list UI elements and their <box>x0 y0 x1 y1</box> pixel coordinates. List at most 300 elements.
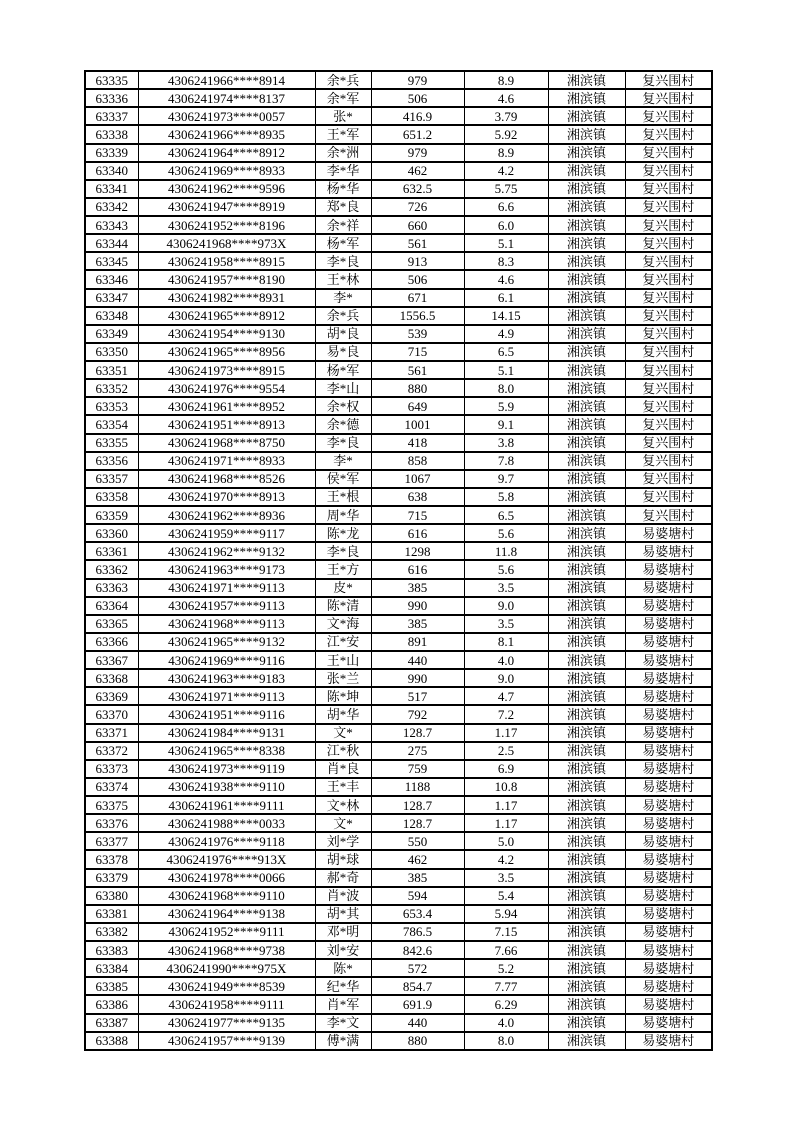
cell-serial: 63337 <box>85 107 138 125</box>
cell-serial: 63388 <box>85 1032 138 1050</box>
cell-value-a: 691.9 <box>371 995 464 1013</box>
table-row <box>85 560 712 578</box>
cell-village: 易婆塘村 <box>625 869 712 887</box>
table-row <box>85 995 712 1013</box>
cell-serial: 63362 <box>85 560 138 578</box>
cell-serial: 63373 <box>85 760 138 778</box>
table-row <box>85 162 712 180</box>
cell-name: 纪*华 <box>315 977 371 995</box>
cell-value-b: 7.8 <box>464 452 548 470</box>
cell-value-a: 416.9 <box>371 107 464 125</box>
cell-value-b: 4.2 <box>464 162 548 180</box>
table-row <box>85 651 712 669</box>
cell-village: 易婆塘村 <box>625 832 712 850</box>
cell-serial: 63351 <box>85 361 138 379</box>
cell-value-a: 632.5 <box>371 180 464 198</box>
cell-village: 易婆塘村 <box>625 687 712 705</box>
cell-town: 湘滨镇 <box>548 814 625 832</box>
cell-village: 易婆塘村 <box>625 724 712 742</box>
cell-value-b: 1.17 <box>464 724 548 742</box>
cell-name: 陈* <box>315 959 371 977</box>
cell-serial: 63359 <box>85 506 138 524</box>
cell-village: 复兴围村 <box>625 125 712 143</box>
table-row <box>85 615 712 633</box>
table-row <box>85 107 712 125</box>
cell-village: 复兴围村 <box>625 325 712 343</box>
cell-serial: 63384 <box>85 959 138 977</box>
cell-value-b: 5.4 <box>464 887 548 905</box>
cell-id-masked: 4306241966****8914 <box>138 71 315 89</box>
cell-name: 周*华 <box>315 506 371 524</box>
cell-value-a: 128.7 <box>371 796 464 814</box>
table-row <box>85 270 712 288</box>
cell-town: 湘滨镇 <box>548 905 625 923</box>
cell-serial: 63349 <box>85 325 138 343</box>
cell-id-masked: 4306241952****8196 <box>138 216 315 234</box>
cell-value-b: 6.1 <box>464 289 548 307</box>
cell-value-b: 6.5 <box>464 343 548 361</box>
cell-id-masked: 4306241968****9113 <box>138 615 315 633</box>
table-row <box>85 705 712 723</box>
cell-value-b: 7.77 <box>464 977 548 995</box>
cell-name: 杨*华 <box>315 180 371 198</box>
table-row <box>85 814 712 832</box>
cell-village: 易婆塘村 <box>625 669 712 687</box>
cell-id-masked: 4306241969****9116 <box>138 651 315 669</box>
cell-id-masked: 4306241965****8956 <box>138 343 315 361</box>
cell-town: 湘滨镇 <box>548 742 625 760</box>
cell-village: 复兴围村 <box>625 107 712 125</box>
cell-town: 湘滨镇 <box>548 832 625 850</box>
cell-serial: 63368 <box>85 669 138 687</box>
cell-id-masked: 4306241952****9111 <box>138 923 315 941</box>
cell-village: 易婆塘村 <box>625 905 712 923</box>
cell-value-a: 854.7 <box>371 977 464 995</box>
table-row <box>85 361 712 379</box>
cell-value-b: 1.17 <box>464 796 548 814</box>
cell-id-masked: 4306241966****8935 <box>138 125 315 143</box>
cell-value-a: 979 <box>371 71 464 89</box>
cell-value-b: 8.9 <box>464 71 548 89</box>
cell-value-a: 572 <box>371 959 464 977</box>
cell-name: 肖*良 <box>315 760 371 778</box>
cell-name: 胡*华 <box>315 705 371 723</box>
cell-value-a: 1188 <box>371 778 464 796</box>
cell-value-a: 880 <box>371 1032 464 1050</box>
cell-town: 湘滨镇 <box>548 252 625 270</box>
cell-id-masked: 4306241957****9113 <box>138 597 315 615</box>
cell-name: 王*林 <box>315 270 371 288</box>
cell-value-b: 5.94 <box>464 905 548 923</box>
table-row <box>85 760 712 778</box>
cell-name: 郝*奇 <box>315 869 371 887</box>
cell-name: 余*军 <box>315 89 371 107</box>
cell-village: 易婆塘村 <box>625 959 712 977</box>
table-row <box>85 633 712 651</box>
cell-town: 湘滨镇 <box>548 669 625 687</box>
cell-serial: 63367 <box>85 651 138 669</box>
cell-value-b: 6.5 <box>464 506 548 524</box>
cell-serial: 63371 <box>85 724 138 742</box>
cell-town: 湘滨镇 <box>548 379 625 397</box>
cell-value-b: 6.0 <box>464 216 548 234</box>
cell-value-b: 8.1 <box>464 633 548 651</box>
table-row <box>85 869 712 887</box>
cell-serial: 63353 <box>85 397 138 415</box>
cell-value-a: 128.7 <box>371 814 464 832</box>
cell-town: 湘滨镇 <box>548 488 625 506</box>
cell-id-masked: 4306241968****9110 <box>138 887 315 905</box>
cell-serial: 63357 <box>85 470 138 488</box>
cell-town: 湘滨镇 <box>548 89 625 107</box>
table-row <box>85 905 712 923</box>
cell-village: 复兴围村 <box>625 343 712 361</box>
table-row <box>85 216 712 234</box>
cell-serial: 63360 <box>85 524 138 542</box>
cell-town: 湘滨镇 <box>548 760 625 778</box>
cell-serial: 63379 <box>85 869 138 887</box>
cell-village: 复兴围村 <box>625 307 712 325</box>
cell-town: 湘滨镇 <box>548 524 625 542</box>
cell-value-a: 1556.5 <box>371 307 464 325</box>
cell-village: 复兴围村 <box>625 162 712 180</box>
cell-town: 湘滨镇 <box>548 796 625 814</box>
cell-value-b: 3.5 <box>464 869 548 887</box>
cell-town: 湘滨镇 <box>548 216 625 234</box>
cell-town: 湘滨镇 <box>548 705 625 723</box>
cell-value-b: 4.6 <box>464 89 548 107</box>
cell-serial: 63369 <box>85 687 138 705</box>
cell-name: 易*良 <box>315 343 371 361</box>
cell-value-a: 462 <box>371 162 464 180</box>
cell-name: 文* <box>315 814 371 832</box>
cell-town: 湘滨镇 <box>548 542 625 560</box>
cell-value-a: 275 <box>371 742 464 760</box>
cell-village: 复兴围村 <box>625 488 712 506</box>
cell-value-b: 10.8 <box>464 778 548 796</box>
cell-village: 复兴围村 <box>625 379 712 397</box>
cell-serial: 63350 <box>85 343 138 361</box>
cell-value-b: 5.75 <box>464 180 548 198</box>
table-row <box>85 452 712 470</box>
cell-name: 王*山 <box>315 651 371 669</box>
cell-value-b: 7.66 <box>464 941 548 959</box>
cell-name: 傅*满 <box>315 1032 371 1050</box>
cell-name: 刘*安 <box>315 941 371 959</box>
cell-serial: 63377 <box>85 832 138 850</box>
table-row <box>85 923 712 941</box>
cell-town: 湘滨镇 <box>548 434 625 452</box>
cell-village: 复兴围村 <box>625 289 712 307</box>
table-row <box>85 742 712 760</box>
cell-serial: 63336 <box>85 89 138 107</box>
cell-town: 湘滨镇 <box>548 307 625 325</box>
cell-value-b: 4.6 <box>464 270 548 288</box>
cell-serial: 63386 <box>85 995 138 1013</box>
cell-id-masked: 4306241965****8912 <box>138 307 315 325</box>
cell-village: 易婆塘村 <box>625 887 712 905</box>
cell-value-b: 9.0 <box>464 669 548 687</box>
cell-value-b: 8.0 <box>464 1032 548 1050</box>
cell-value-b: 3.79 <box>464 107 548 125</box>
cell-id-masked: 4306241962****8936 <box>138 506 315 524</box>
cell-serial: 63364 <box>85 597 138 615</box>
cell-id-masked: 4306241951****8913 <box>138 415 315 433</box>
cell-value-b: 8.9 <box>464 144 548 162</box>
table-row <box>85 89 712 107</box>
cell-value-b: 4.0 <box>464 1014 548 1032</box>
cell-value-b: 6.9 <box>464 760 548 778</box>
cell-town: 湘滨镇 <box>548 180 625 198</box>
cell-name: 王*根 <box>315 488 371 506</box>
table-row <box>85 506 712 524</box>
cell-id-masked: 4306241962****9596 <box>138 180 315 198</box>
cell-town: 湘滨镇 <box>548 869 625 887</box>
cell-town: 湘滨镇 <box>548 633 625 651</box>
cell-value-a: 880 <box>371 379 464 397</box>
cell-name: 余*洲 <box>315 144 371 162</box>
cell-town: 湘滨镇 <box>548 724 625 742</box>
cell-name: 胡*球 <box>315 850 371 868</box>
cell-id-masked: 4306241961****9111 <box>138 796 315 814</box>
cell-name: 肖*波 <box>315 887 371 905</box>
cell-village: 复兴围村 <box>625 506 712 524</box>
cell-id-masked: 4306241963****9173 <box>138 560 315 578</box>
cell-name: 胡*其 <box>315 905 371 923</box>
table-row <box>85 832 712 850</box>
cell-serial: 63345 <box>85 252 138 270</box>
cell-town: 湘滨镇 <box>548 887 625 905</box>
cell-serial: 63343 <box>85 216 138 234</box>
cell-value-b: 8.3 <box>464 252 548 270</box>
cell-serial: 63344 <box>85 234 138 252</box>
cell-serial: 63365 <box>85 615 138 633</box>
cell-village: 易婆塘村 <box>625 560 712 578</box>
cell-id-masked: 4306241988****0033 <box>138 814 315 832</box>
cell-name: 李* <box>315 452 371 470</box>
cell-serial: 63354 <box>85 415 138 433</box>
table-row <box>85 307 712 325</box>
cell-village: 复兴围村 <box>625 470 712 488</box>
table-row <box>85 959 712 977</box>
cell-id-masked: 4306241968****8526 <box>138 470 315 488</box>
cell-value-b: 6.6 <box>464 198 548 216</box>
cell-town: 湘滨镇 <box>548 579 625 597</box>
cell-id-masked: 4306241974****8137 <box>138 89 315 107</box>
cell-id-masked: 4306241976****913X <box>138 850 315 868</box>
cell-serial: 63375 <box>85 796 138 814</box>
cell-value-a: 649 <box>371 397 464 415</box>
cell-id-masked: 4306241958****9111 <box>138 995 315 1013</box>
cell-value-b: 11.8 <box>464 542 548 560</box>
cell-village: 易婆塘村 <box>625 524 712 542</box>
cell-value-b: 9.0 <box>464 597 548 615</box>
cell-town: 湘滨镇 <box>548 162 625 180</box>
cell-village: 易婆塘村 <box>625 850 712 868</box>
cell-value-b: 5.8 <box>464 488 548 506</box>
table-row <box>85 778 712 796</box>
cell-id-masked: 4306241958****8915 <box>138 252 315 270</box>
cell-serial: 63366 <box>85 633 138 651</box>
table-row <box>85 579 712 597</box>
table-row <box>85 542 712 560</box>
cell-serial: 63372 <box>85 742 138 760</box>
table-row <box>85 887 712 905</box>
cell-value-b: 3.5 <box>464 579 548 597</box>
cell-value-a: 891 <box>371 633 464 651</box>
cell-serial: 63346 <box>85 270 138 288</box>
table-row <box>85 125 712 143</box>
cell-serial: 63363 <box>85 579 138 597</box>
cell-value-a: 1298 <box>371 542 464 560</box>
cell-id-masked: 4306241949****8539 <box>138 977 315 995</box>
records-table <box>84 70 713 1051</box>
cell-serial: 63348 <box>85 307 138 325</box>
cell-serial: 63376 <box>85 814 138 832</box>
cell-value-a: 506 <box>371 89 464 107</box>
cell-name: 邓*明 <box>315 923 371 941</box>
cell-id-masked: 4306241976****9554 <box>138 379 315 397</box>
table-row <box>85 1032 712 1050</box>
cell-village: 易婆塘村 <box>625 615 712 633</box>
table-row <box>85 144 712 162</box>
cell-name: 杨*军 <box>315 361 371 379</box>
table-row <box>85 470 712 488</box>
table-row <box>85 977 712 995</box>
cell-id-masked: 4306241951****9116 <box>138 705 315 723</box>
cell-id-masked: 4306241970****8913 <box>138 488 315 506</box>
cell-name: 江*安 <box>315 633 371 651</box>
cell-town: 湘滨镇 <box>548 71 625 89</box>
cell-town: 湘滨镇 <box>548 144 625 162</box>
cell-town: 湘滨镇 <box>548 452 625 470</box>
table-row <box>85 198 712 216</box>
cell-town: 湘滨镇 <box>548 270 625 288</box>
cell-town: 湘滨镇 <box>548 778 625 796</box>
cell-name: 余*德 <box>315 415 371 433</box>
cell-value-b: 8.0 <box>464 379 548 397</box>
cell-village: 易婆塘村 <box>625 597 712 615</box>
table-row <box>85 724 712 742</box>
cell-village: 易婆塘村 <box>625 814 712 832</box>
cell-town: 湘滨镇 <box>548 289 625 307</box>
cell-name: 文*林 <box>315 796 371 814</box>
cell-value-a: 506 <box>371 270 464 288</box>
cell-town: 湘滨镇 <box>548 1014 625 1032</box>
cell-name: 陈*坤 <box>315 687 371 705</box>
cell-value-a: 653.4 <box>371 905 464 923</box>
cell-name: 李*文 <box>315 1014 371 1032</box>
cell-id-masked: 4306241938****9110 <box>138 778 315 796</box>
cell-town: 湘滨镇 <box>548 995 625 1013</box>
cell-value-a: 671 <box>371 289 464 307</box>
cell-town: 湘滨镇 <box>548 597 625 615</box>
table-row <box>85 343 712 361</box>
cell-id-masked: 4306241971****9113 <box>138 687 315 705</box>
cell-town: 湘滨镇 <box>548 850 625 868</box>
cell-name: 余*祥 <box>315 216 371 234</box>
table-row <box>85 1014 712 1032</box>
cell-village: 易婆塘村 <box>625 651 712 669</box>
cell-value-a: 440 <box>371 1014 464 1032</box>
cell-name: 余*兵 <box>315 71 371 89</box>
cell-village: 复兴围村 <box>625 198 712 216</box>
cell-value-a: 385 <box>371 579 464 597</box>
cell-serial: 63340 <box>85 162 138 180</box>
cell-value-b: 9.7 <box>464 470 548 488</box>
cell-town: 湘滨镇 <box>548 361 625 379</box>
cell-serial: 63342 <box>85 198 138 216</box>
cell-id-masked: 4306241978****0066 <box>138 869 315 887</box>
cell-id-masked: 4306241965****8338 <box>138 742 315 760</box>
table-row <box>85 234 712 252</box>
table-row <box>85 397 712 415</box>
cell-village: 易婆塘村 <box>625 778 712 796</box>
table-row <box>85 669 712 687</box>
cell-value-b: 5.2 <box>464 959 548 977</box>
cell-name: 王*丰 <box>315 778 371 796</box>
cell-id-masked: 4306241954****9130 <box>138 325 315 343</box>
cell-town: 湘滨镇 <box>548 941 625 959</box>
cell-value-b: 4.9 <box>464 325 548 343</box>
cell-value-b: 7.15 <box>464 923 548 941</box>
cell-name: 皮* <box>315 579 371 597</box>
cell-village: 复兴围村 <box>625 89 712 107</box>
table-row <box>85 180 712 198</box>
cell-serial: 63352 <box>85 379 138 397</box>
table-row <box>85 941 712 959</box>
cell-value-b: 4.7 <box>464 687 548 705</box>
cell-serial: 63347 <box>85 289 138 307</box>
cell-name: 文*海 <box>315 615 371 633</box>
cell-value-b: 5.92 <box>464 125 548 143</box>
cell-serial: 63341 <box>85 180 138 198</box>
cell-value-a: 638 <box>371 488 464 506</box>
cell-name: 李*华 <box>315 162 371 180</box>
cell-town: 湘滨镇 <box>548 343 625 361</box>
cell-town: 湘滨镇 <box>548 651 625 669</box>
cell-serial: 63374 <box>85 778 138 796</box>
cell-village: 易婆塘村 <box>625 995 712 1013</box>
cell-value-a: 990 <box>371 597 464 615</box>
cell-town: 湘滨镇 <box>548 923 625 941</box>
cell-serial: 63381 <box>85 905 138 923</box>
cell-village: 复兴围村 <box>625 397 712 415</box>
cell-value-a: 660 <box>371 216 464 234</box>
cell-id-masked: 4306241957****9139 <box>138 1032 315 1050</box>
table-row <box>85 687 712 705</box>
cell-name: 李*良 <box>315 252 371 270</box>
cell-value-a: 539 <box>371 325 464 343</box>
cell-name: 肖*军 <box>315 995 371 1013</box>
cell-town: 湘滨镇 <box>548 560 625 578</box>
cell-value-a: 550 <box>371 832 464 850</box>
cell-village: 易婆塘村 <box>625 923 712 941</box>
cell-town: 湘滨镇 <box>548 959 625 977</box>
cell-id-masked: 4306241971****9113 <box>138 579 315 597</box>
cell-value-a: 1001 <box>371 415 464 433</box>
cell-value-b: 5.1 <box>464 361 548 379</box>
cell-id-masked: 4306241968****8750 <box>138 434 315 452</box>
cell-serial: 63338 <box>85 125 138 143</box>
cell-serial: 63378 <box>85 850 138 868</box>
cell-id-masked: 4306241973****9119 <box>138 760 315 778</box>
cell-value-a: 561 <box>371 234 464 252</box>
cell-serial: 63361 <box>85 542 138 560</box>
cell-name: 侯*军 <box>315 470 371 488</box>
cell-id-masked: 4306241976****9118 <box>138 832 315 850</box>
cell-value-b: 5.1 <box>464 234 548 252</box>
